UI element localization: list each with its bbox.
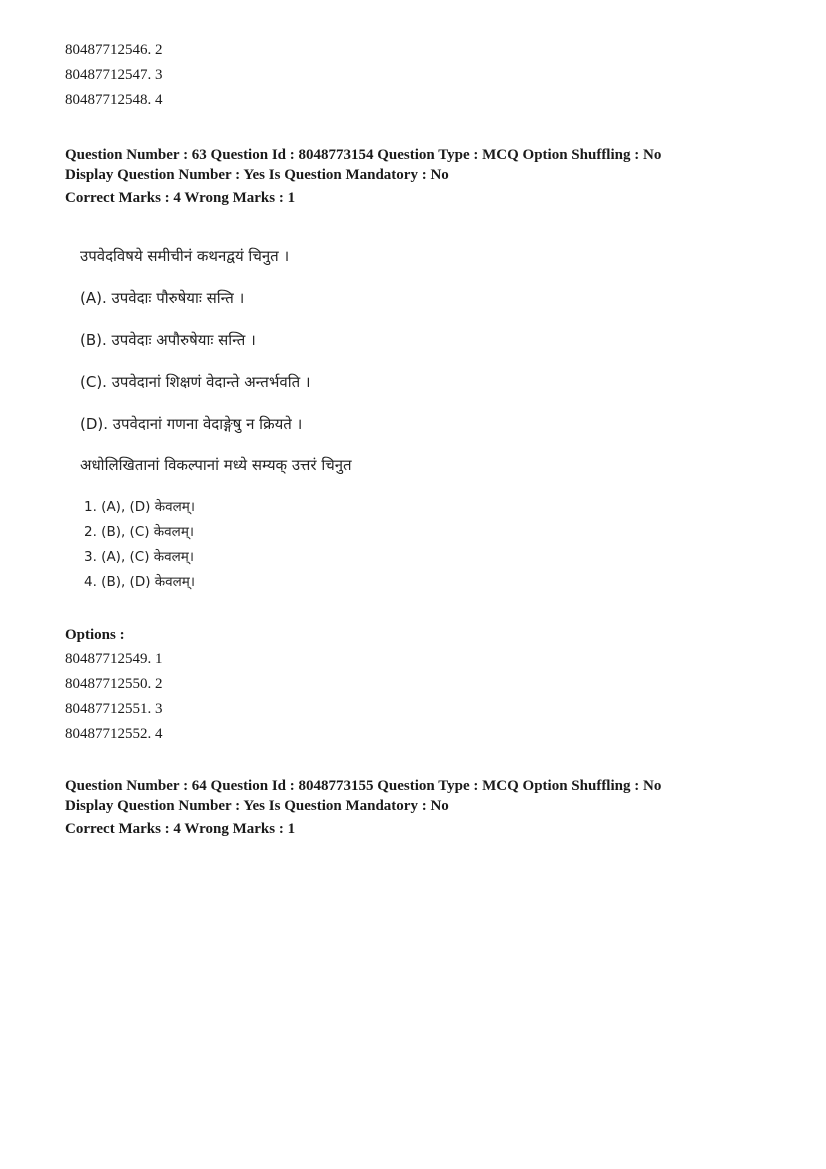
question-header: Question Number : 63 Question Id : 8048773154 Question Type : MCQ Option Shuffling : No [65,147,662,163]
statement-c: (C). उपवेदानां शिक्षणं वेदान्ते अन्तर्भवति । [80,373,311,391]
question-instruction: अधोलिखितानां विकल्पानां मध्ये सम्यक् उत्तरं चिनुत [80,456,352,474]
statement-d: (D). उपवेदानां गणना वेदाङ्गेषु न क्रियते । [80,415,303,433]
question-header-line2: Display Question Number : Yes Is Question Mandatory : No [65,798,449,814]
option-line: 80487712550. 2 [65,676,163,692]
options-label: Options : [65,627,125,643]
option-line: 80487712551. 3 [65,701,163,717]
answer-choice: 1. (A), (D) केवलम्। [84,499,195,515]
answer-choice: 3. (A), (C) केवलम्। [84,549,194,565]
statement-b: (B). उपवेदाः अपौरुषेयाः सन्ति । [80,331,256,349]
question-header: Question Number : 64 Question Id : 8048773155 Question Type : MCQ Option Shuffling : No [65,778,662,794]
option-line: 80487712549. 1 [65,651,163,667]
answer-choice: 4. (B), (D) केवलम्। [84,574,195,590]
question-marks: Correct Marks : 4 Wrong Marks : 1 [65,821,296,837]
question-stem: उपवेदविषये समीचीनं कथनद्वयं चिनुत । [80,247,290,265]
option-line: 80487712548. 4 [65,92,163,108]
answer-choice: 2. (B), (C) केवलम्। [84,524,195,540]
option-line: 80487712552. 4 [65,726,163,742]
statement-a: (A). उपवेदाः पौरुषेयाः सन्ति । [80,289,245,307]
question-header-line2: Display Question Number : Yes Is Question Mandatory : No [65,167,449,183]
option-line: 80487712547. 3 [65,67,163,83]
question-marks: Correct Marks : 4 Wrong Marks : 1 [65,190,296,206]
option-line: 80487712546. 2 [65,42,163,58]
